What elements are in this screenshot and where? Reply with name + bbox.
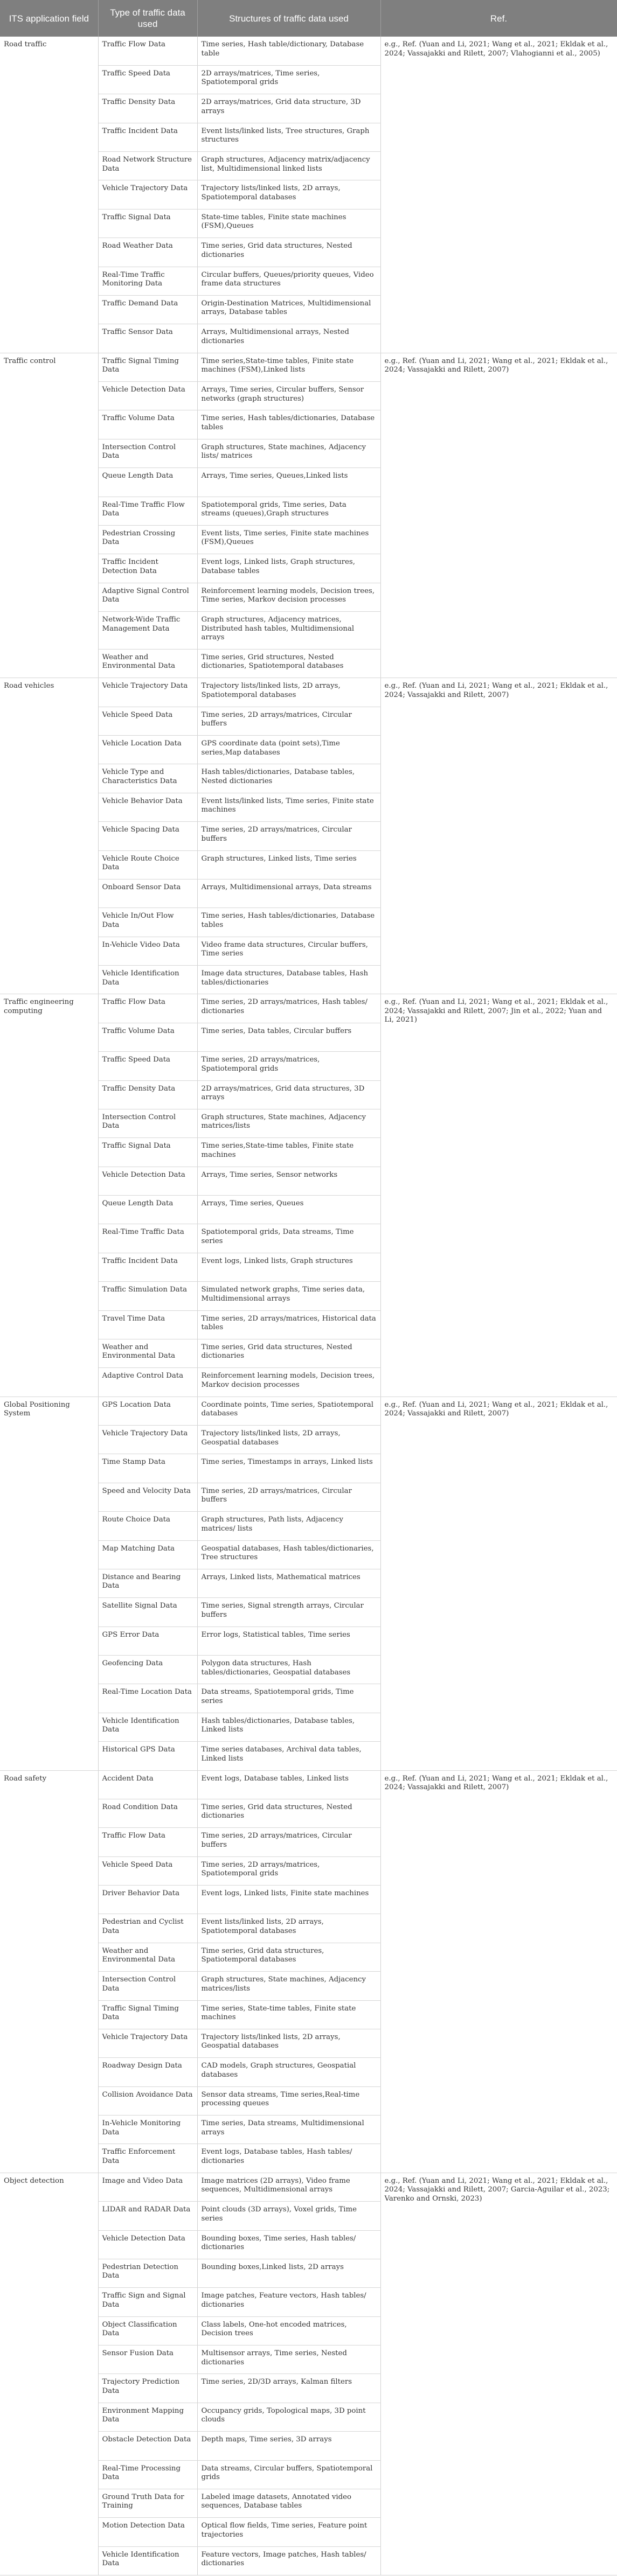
structures-cell: Graph structures, Adjacency matrices, Distributed hash tables, Multidimensional arrays <box>197 612 380 650</box>
structures-cell: Arrays, Multidimensional arrays, Nested dictionaries <box>197 324 380 353</box>
data-type-cell: Weather and Environmental Data <box>98 1943 197 1971</box>
structures-cell: State-time tables, Finite state machines (FSM),Queues <box>197 209 380 238</box>
table-row <box>0 1397 617 1425</box>
ref-cell: e.g., Ref. (Yuan and Li, 2021; Wang et al., 2021; Ekldak et al., 2024; Vassajakki and Rilett, 2007) <box>380 1770 617 2173</box>
data-type-cell: Traffic Enforcement Data <box>98 2144 197 2173</box>
structures-cell: Graph structures, Path lists, Adjacency matrices/ lists <box>197 1512 380 1540</box>
data-type-cell: Real-Time Processing Data <box>98 2460 197 2489</box>
header-row <box>0 0 617 37</box>
structures-cell: Time series, Grid data structures, Nested dictionaries <box>197 238 380 267</box>
structures-cell: Event logs, Database tables, Linked lists <box>197 1770 380 1799</box>
data-type-cell: Driver Behavior Data <box>98 1886 197 1914</box>
structures-cell: Time series, Signal strength arrays, Circular buffers <box>197 1598 380 1626</box>
data-type-cell: Accident Data <box>98 1770 197 1799</box>
data-type-cell: Real-Time Traffic Flow Data <box>98 497 197 525</box>
data-type-cell: Vehicle Identification Data <box>98 966 197 994</box>
data-type-cell: Vehicle Identification Data <box>98 1713 197 1741</box>
data-type-cell: Sensor Fusion Data <box>98 2345 197 2374</box>
its-field-cell: Traffic engineering computing <box>0 994 98 1397</box>
structures-cell: Hash tables/dictionaries, Database tables, Nested dictionaries <box>197 764 380 793</box>
table-row <box>0 37 617 65</box>
structures-cell: Time series, Data streams, Multidimensional arrays <box>197 2116 380 2144</box>
ref-cell: e.g., Ref. (Yuan and Li, 2021; Wang et al., 2021; Ekldak et al., 2024; Vassajakki and Rilett, 2007) <box>380 353 617 678</box>
header-ref: Ref. <box>380 0 617 37</box>
data-type-cell: Collision Avoidance Data <box>98 2086 197 2115</box>
data-type-cell: Vehicle Speed Data <box>98 707 197 735</box>
structures-cell: Time series, 2D arrays/matrices, Hash tables/ dictionaries <box>197 994 380 1023</box>
structures-cell: Graph structures, State machines, Adjacency matrices/lists <box>197 1972 380 2000</box>
structures-cell: Arrays, Time series, Queues <box>197 1196 380 1224</box>
table-row <box>0 2173 617 2201</box>
data-type-cell: Obstacle Detection Data <box>98 2432 197 2460</box>
structures-cell: Time series, 2D arrays/matrices, Circular buffers <box>197 707 380 735</box>
structures-cell: Event lists/linked lists, Time series, Finite state machines <box>197 793 380 821</box>
data-type-cell: Adaptive Control Data <box>98 1368 197 1397</box>
data-type-cell: Vehicle Behavior Data <box>98 793 197 821</box>
data-type-cell: In-Vehicle Video Data <box>98 937 197 965</box>
ref-cell: e.g., Ref. (Yuan and Li, 2021; Wang et al., 2021; Ekldak et al., 2024; Vassajakki and Rilett, 2007) <box>380 1397 617 1770</box>
structures-cell: Time series, Timestamps in arrays, Linked lists <box>197 1454 380 1483</box>
data-type-cell: Road Network Structure Data <box>98 152 197 180</box>
ref-cell: e.g., Ref. (Yuan and Li, 2021; Wang et al., 2021; Ekldak et al., 2024; Vassajakki and Rilett, 2007; Vlahogianni et al., 2005) <box>380 37 617 353</box>
structures-cell: Trajectory lists/linked lists, 2D arrays, Spatiotemporal databases <box>197 678 380 707</box>
data-type-cell: Vehicle Trajectory Data <box>98 678 197 707</box>
data-type-cell: Traffic Incident Detection Data <box>98 554 197 583</box>
structures-cell: Bounding boxes, Time series, Hash tables/ dictionaries <box>197 2230 380 2259</box>
structures-cell: Time series, 2D arrays/matrices, Circular buffers <box>197 1483 380 1511</box>
data-type-cell: Traffic Density Data <box>98 1080 197 1109</box>
data-type-cell: Traffic Speed Data <box>98 65 197 94</box>
structures-cell: Time series, State-time tables, Finite state machines <box>197 2000 380 2029</box>
data-type-cell: Traffic Signal Timing Data <box>98 353 197 381</box>
data-type-cell: Map Matching Data <box>98 1540 197 1569</box>
structures-cell: Graph structures, Linked lists, Time series <box>197 850 380 879</box>
data-type-cell: Traffic Simulation Data <box>98 1282 197 1310</box>
data-type-cell: Traffic Flow Data <box>98 37 197 65</box>
data-type-cell: Traffic Sign and Signal Data <box>98 2288 197 2316</box>
structures-cell: Arrays, Time series, Sensor networks <box>197 1167 380 1195</box>
structures-cell: Time series, 2D arrays/matrices, Circular buffers <box>197 822 380 850</box>
table-row <box>0 994 617 1023</box>
structures-cell: Time series, 2D arrays/matrices, Spatiotemporal grids <box>197 1052 380 1080</box>
structures-cell: 2D arrays/matrices, Grid data structure, 3D arrays <box>197 94 380 123</box>
structures-cell: Time series, Grid data structures, Spatiotemporal databases <box>197 1943 380 1971</box>
structures-cell: Time series, Grid data structures, Nested dictionaries <box>197 1799 380 1827</box>
structures-cell: Time series databases, Archival data tables, Linked lists <box>197 1742 380 1770</box>
structures-cell: Sensor data streams, Time series,Real-time processing queues <box>197 2086 380 2115</box>
structures-cell: Multisensor arrays, Time series, Nested dictionaries <box>197 2345 380 2374</box>
data-type-cell: LIDAR and RADAR Data <box>98 2202 197 2230</box>
structures-cell: Image patches, Feature vectors, Hash tables/ dictionaries <box>197 2288 380 2316</box>
structures-cell: Image matrices (2D arrays), Video frame sequences, Multidimensional arrays <box>197 2173 380 2201</box>
structures-cell: Time series, Hash tables/dictionaries, Database tables <box>197 908 380 937</box>
structures-cell: Event logs, Database tables, Hash tables/ dictionaries <box>197 2144 380 2173</box>
data-type-cell: Vehicle Location Data <box>98 736 197 764</box>
structures-cell: GPS coordinate data (point sets),Time series,Map databases <box>197 736 380 764</box>
structures-cell: Spatiotemporal grids, Data streams, Time series <box>197 1224 380 1253</box>
structures-cell: Trajectory lists/linked lists, 2D arrays, Spatiotemporal databases <box>197 180 380 209</box>
data-type-cell: Traffic Volume Data <box>98 1023 197 1051</box>
data-type-cell: Object Classification Data <box>98 2316 197 2345</box>
structures-cell: Video frame data structures, Circular buffers, Time series <box>197 937 380 965</box>
structures-cell: Graph structures, Adjacency matrix/adjacency list, Multidimensional linked lists <box>197 152 380 180</box>
data-type-cell: Ground Truth Data for Training <box>98 2489 197 2517</box>
data-type-cell: Pedestrian Detection Data <box>98 2259 197 2287</box>
structures-cell: Point clouds (3D arrays), Voxel grids, Time series <box>197 2202 380 2230</box>
structures-cell: Arrays, Linked lists, Mathematical matrices <box>197 1569 380 1597</box>
structures-cell: Spatiotemporal grids, Time series, Data streams (queues),Graph structures <box>197 497 380 525</box>
table-row <box>0 353 617 381</box>
its-field-cell: Traffic control <box>0 353 98 678</box>
data-type-cell: Traffic Incident Data <box>98 1253 197 1281</box>
structures-cell: Time series, Hash table/dictionary, Database table <box>197 37 380 65</box>
data-type-cell: Vehicle Spacing Data <box>98 822 197 850</box>
data-type-cell: Traffic Demand Data <box>98 295 197 324</box>
structures-cell: Trajectory lists/linked lists, 2D arrays, Geospatial databases <box>197 1426 380 1454</box>
data-type-cell: Traffic Flow Data <box>98 1828 197 1856</box>
structures-cell: Data streams, Circular buffers, Spatiotemporal grids <box>197 2460 380 2489</box>
structures-cell: Reinforcement learning models, Decision trees, Time series, Markov decision processes <box>197 583 380 611</box>
data-type-cell: Vehicle Route Choice Data <box>98 850 197 879</box>
data-type-cell: Vehicle Trajectory Data <box>98 180 197 209</box>
structures-cell: Polygon data structures, Hash tables/dictionaries, Geospatial databases <box>197 1656 380 1684</box>
ref-cell: e.g., Ref. (Yuan and Li, 2021; Wang et al., 2021; Ekldak et al., 2024; Vassajakki and Rilett, 2007; Jin et al., 2022; Yuan and Li, 2021) <box>380 994 617 1397</box>
table-body <box>0 37 617 2575</box>
data-type-cell: Traffic Volume Data <box>98 410 197 439</box>
data-type-cell: Vehicle Detection Data <box>98 1167 197 1195</box>
data-type-cell: Vehicle Identification Data <box>98 2546 197 2575</box>
structures-cell: Geospatial databases, Hash tables/dictionaries, Tree structures <box>197 1540 380 1569</box>
structures-cell: 2D arrays/matrices, Grid data structures, 3D arrays <box>197 1080 380 1109</box>
data-type-cell: Vehicle Speed Data <box>98 1856 197 1885</box>
structures-cell: Event lists, Time series, Finite state machines (FSM),Queues <box>197 525 380 554</box>
its-field-cell: Road vehicles <box>0 678 98 994</box>
structures-cell: Bounding boxes,Linked lists, 2D arrays <box>197 2259 380 2287</box>
data-type-cell: Weather and Environmental Data <box>98 1339 197 1367</box>
structures-cell: Time series,State-time tables, Finite state machines (FSM),Linked lists <box>197 353 380 381</box>
structures-cell: Depth maps, Time series, 3D arrays <box>197 2432 380 2460</box>
data-type-cell: Road Weather Data <box>98 238 197 267</box>
data-type-cell: Queue Length Data <box>98 468 197 497</box>
data-type-cell: Speed and Velocity Data <box>98 1483 197 1511</box>
structures-cell: Trajectory lists/linked lists, 2D arrays, Geospatial databases <box>197 2029 380 2057</box>
structures-cell: Hash tables/dictionaries, Database tables, Linked lists <box>197 1713 380 1741</box>
data-type-cell: Traffic Signal Data <box>98 1138 197 1167</box>
data-type-cell: Intersection Control Data <box>98 1972 197 2000</box>
its-field-cell: Object detection <box>0 2173 98 2575</box>
data-type-cell: Roadway Design Data <box>98 2058 197 2086</box>
data-type-cell: In-Vehicle Monitoring Data <box>98 2116 197 2144</box>
structures-cell: Class labels, One-hot encoded matrices, Decision trees <box>197 2316 380 2345</box>
structures-cell: Occupancy grids, Topological maps, 3D point clouds <box>197 2403 380 2431</box>
data-type-cell: Traffic Speed Data <box>98 1052 197 1080</box>
data-type-cell: Image and Video Data <box>98 2173 197 2201</box>
structures-cell: Time series, 2D arrays/matrices, Circular buffers <box>197 1828 380 1856</box>
data-type-cell: GPS Location Data <box>98 1397 197 1425</box>
structures-cell: Arrays, Time series, Queues,Linked lists <box>197 468 380 497</box>
structures-cell: Data streams, Spatiotemporal grids, Time series <box>197 1684 380 1713</box>
structures-cell: CAD models, Graph structures, Geospatial databases <box>197 2058 380 2086</box>
structures-cell: Event lists/linked lists, 2D arrays, Spatiotemporal databases <box>197 1914 380 1943</box>
data-type-cell: Road Condition Data <box>98 1799 197 1827</box>
structures-cell: Time series,State-time tables, Finite state machines <box>197 1138 380 1167</box>
structures-cell: 2D arrays/matrices, Time series, Spatiotemporal grids <box>197 65 380 94</box>
ref-cell: e.g., Ref. (Yuan and Li, 2021; Wang et al., 2021; Ekldak et al., 2024; Vassajakki and Rilett, 2007) <box>380 678 617 994</box>
data-type-cell: Adaptive Signal Control Data <box>98 583 197 611</box>
data-type-cell: Pedestrian and Cyclist Data <box>98 1914 197 1943</box>
data-type-cell: Route Choice Data <box>98 1512 197 1540</box>
data-type-cell: Time Stamp Data <box>98 1454 197 1483</box>
structures-cell: Time series, Data tables, Circular buffers <box>197 1023 380 1051</box>
structures-cell: Event lists/linked lists, Tree structures, Graph structures <box>197 123 380 151</box>
data-type-cell: Vehicle Trajectory Data <box>98 2029 197 2057</box>
data-type-cell: Vehicle In/Out Flow Data <box>98 908 197 937</box>
structures-cell: Graph structures, State machines, Adjacency lists/ matrices <box>197 439 380 467</box>
data-type-cell: Motion Detection Data <box>98 2518 197 2546</box>
structures-cell: Image data structures, Database tables, Hash tables/dictionaries <box>197 966 380 994</box>
header-its-field: ITS application field <box>0 0 98 37</box>
data-type-cell: GPS Error Data <box>98 1626 197 1655</box>
structures-cell: Circular buffers, Queues/priority queues, Video frame data structures <box>197 267 380 295</box>
header-data-type: Type of traffic data used <box>98 0 197 37</box>
data-type-cell: Real-Time Traffic Monitoring Data <box>98 267 197 295</box>
data-type-cell: Traffic Signal Timing Data <box>98 2000 197 2029</box>
its-field-cell: Road safety <box>0 1770 98 2173</box>
structures-cell: Event logs, Linked lists, Graph structures <box>197 1253 380 1281</box>
structures-cell: Origin-Destination Matrices, Multidimensional arrays, Database tables <box>197 295 380 324</box>
data-type-cell: Pedestrian Crossing Data <box>98 525 197 554</box>
data-type-cell: Network-Wide Traffic Management Data <box>98 612 197 650</box>
data-type-cell: Onboard Sensor Data <box>98 879 197 907</box>
structures-cell: Arrays, Multidimensional arrays, Data streams <box>197 879 380 907</box>
data-type-cell: Queue Length Data <box>98 1196 197 1224</box>
table-row <box>0 678 617 707</box>
data-type-cell: Travel Time Data <box>98 1310 197 1339</box>
its-field-cell: Road traffic <box>0 37 98 353</box>
structures-cell: Time series, Hash tables/dictionaries, Database tables <box>197 410 380 439</box>
table-row <box>0 1770 617 1799</box>
data-type-cell: Traffic Signal Data <box>98 209 197 238</box>
structures-cell: Time series, Grid structures, Nested dictionaries, Spatiotemporal databases <box>197 649 380 678</box>
data-type-cell: Historical GPS Data <box>98 1742 197 1770</box>
structures-cell: Simulated network graphs, Time series data, Multidimensional arrays <box>197 1282 380 1310</box>
structures-cell: Reinforcement learning models, Decision trees, Markov decision processes <box>197 1368 380 1397</box>
structures-cell: Time series, 2D arrays/matrices, Historical data tables <box>197 1310 380 1339</box>
structures-cell: Event logs, Linked lists, Graph structures, Database tables <box>197 554 380 583</box>
structures-cell: Time series, 2D arrays/matrices, Spatiotemporal grids <box>197 1856 380 1885</box>
data-type-cell: Geofencing Data <box>98 1656 197 1684</box>
data-type-cell: Vehicle Type and Characteristics Data <box>98 764 197 793</box>
structures-cell: Coordinate points, Time series, Spatiotemporal databases <box>197 1397 380 1425</box>
structures-cell: Event logs, Linked lists, Finite state machines <box>197 1886 380 1914</box>
data-type-cell: Vehicle Detection Data <box>98 382 197 410</box>
structures-cell: Time series, Grid data structures, Nested dictionaries <box>197 1339 380 1367</box>
structures-cell: Feature vectors, Image patches, Hash tables/ dictionaries <box>197 2546 380 2575</box>
data-type-cell: Distance and Bearing Data <box>98 1569 197 1597</box>
data-type-cell: Traffic Sensor Data <box>98 324 197 353</box>
data-type-cell: Trajectory Prediction Data <box>98 2374 197 2403</box>
data-type-cell: Environment Mapping Data <box>98 2403 197 2431</box>
structures-cell: Arrays, Time series, Circular buffers, Sensor networks (graph structures) <box>197 382 380 410</box>
data-type-cell: Vehicle Detection Data <box>98 2230 197 2259</box>
data-type-cell: Traffic Density Data <box>98 94 197 123</box>
structures-cell: Error logs, Statistical tables, Time series <box>197 1626 380 1655</box>
structures-cell: Time series, 2D/3D arrays, Kalman filters <box>197 2374 380 2403</box>
data-type-cell: Traffic Flow Data <box>98 994 197 1023</box>
header-structures: Structures of traffic data used <box>197 0 380 37</box>
data-type-cell: Intersection Control Data <box>98 1109 197 1137</box>
data-type-cell: Real-Time Location Data <box>98 1684 197 1713</box>
data-type-cell: Weather and Environmental Data <box>98 649 197 678</box>
structures-cell: Optical flow fields, Time series, Feature point trajectories <box>197 2518 380 2546</box>
ref-cell: e.g., Ref. (Yuan and Li, 2021; Wang et al., 2021; Ekldak et al., 2024; Vassajakki and Rilett, 2007; Garcia-Aguilar et al., 2023; Varenko and Ornski, 2023) <box>380 2173 617 2575</box>
its-field-cell: Global Positioning System <box>0 1397 98 1770</box>
structures-cell: Labeled image datasets, Annotated video sequences, Database tables <box>197 2489 380 2517</box>
data-type-cell: Satellite Signal Data <box>98 1598 197 1626</box>
data-type-cell: Intersection Control Data <box>98 439 197 467</box>
data-type-cell: Vehicle Trajectory Data <box>98 1426 197 1454</box>
data-type-cell: Traffic Incident Data <box>98 123 197 151</box>
structures-cell: Graph structures, State machines, Adjacency matrices/lists <box>197 1109 380 1137</box>
data-type-cell: Real-Time Traffic Data <box>98 1224 197 1253</box>
